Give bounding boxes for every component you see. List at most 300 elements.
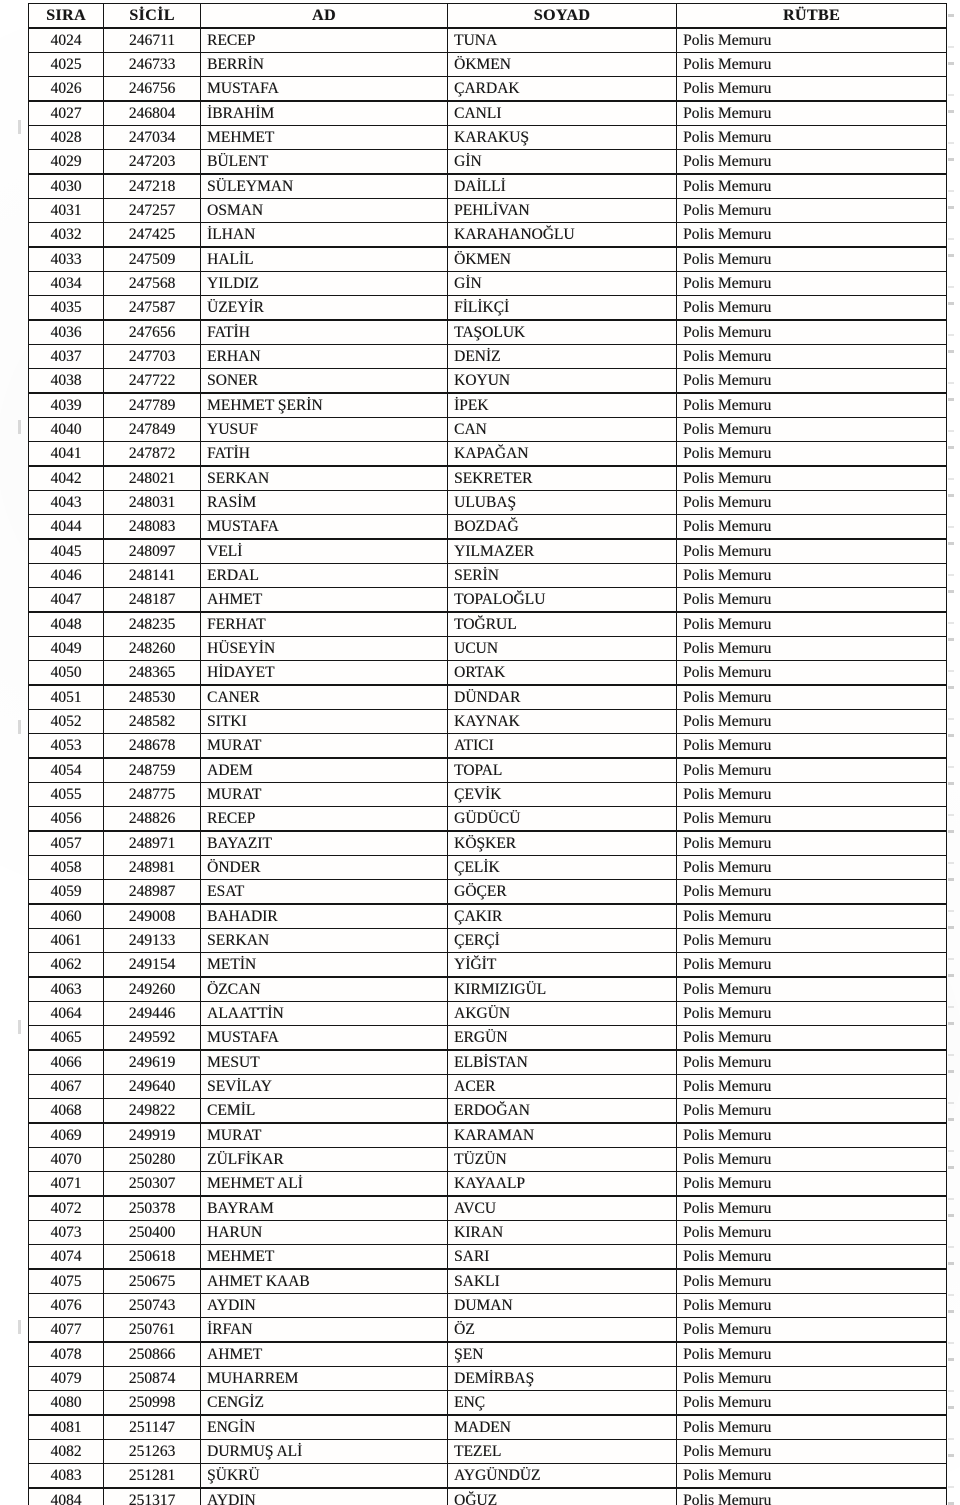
cell-rutbe: Polis Memuru: [677, 1075, 947, 1099]
cell-sicil: 249822: [104, 1099, 201, 1124]
table-row: [29, 1367, 947, 1391]
cell-sira: 4077: [29, 1318, 104, 1343]
cell-sicil: 248141: [104, 564, 201, 588]
table-row: [29, 515, 947, 540]
cell-ad: HALİL: [201, 247, 448, 272]
cell-sicil: 250378: [104, 1196, 201, 1221]
cell-ad: MUSTAFA: [201, 1026, 448, 1051]
cell-sicil: 247789: [104, 393, 201, 418]
cell-ad: SEVİLAY: [201, 1075, 448, 1099]
cell-rutbe: Polis Memuru: [677, 393, 947, 418]
cell-sicil: 247425: [104, 223, 201, 248]
table-row: [29, 1148, 947, 1172]
column-header-soyad: SOYAD: [448, 4, 677, 29]
table-row: [29, 77, 947, 102]
table-row: [29, 831, 947, 856]
cell-ad: İLHAN: [201, 223, 448, 248]
cell-ad: FATİH: [201, 442, 448, 467]
cell-sicil: 248235: [104, 612, 201, 637]
cell-sira: 4040: [29, 418, 104, 442]
table-row: [29, 1196, 947, 1221]
cell-ad: SONER: [201, 369, 448, 394]
cell-ad: HİDAYET: [201, 661, 448, 686]
cell-sira: 4048: [29, 612, 104, 637]
cell-rutbe: Polis Memuru: [677, 1318, 947, 1343]
table-row: [29, 564, 947, 588]
cell-soyad: ULUBAŞ: [448, 491, 677, 515]
cell-sicil: 249133: [104, 929, 201, 953]
cell-sicil: 246711: [104, 28, 201, 53]
cell-ad: İBRAHİM: [201, 101, 448, 126]
cell-sicil: 250743: [104, 1294, 201, 1318]
cell-ad: HÜSEYİN: [201, 637, 448, 661]
cell-rutbe: Polis Memuru: [677, 53, 947, 77]
table-row: [29, 1026, 947, 1051]
cell-ad: MURAT: [201, 1123, 448, 1148]
cell-sicil: 246733: [104, 53, 201, 77]
cell-ad: ENGİN: [201, 1415, 448, 1440]
cell-sicil: 248775: [104, 783, 201, 807]
cell-sira: 4065: [29, 1026, 104, 1051]
cell-sira: 4084: [29, 1488, 104, 1505]
cell-soyad: KAYNAK: [448, 710, 677, 734]
table-row: [29, 223, 947, 248]
cell-rutbe: Polis Memuru: [677, 174, 947, 199]
cell-rutbe: Polis Memuru: [677, 1002, 947, 1026]
cell-rutbe: Polis Memuru: [677, 1488, 947, 1505]
table-row: [29, 28, 947, 53]
cell-soyad: TOĞRUL: [448, 612, 677, 637]
cell-rutbe: Polis Memuru: [677, 101, 947, 126]
column-header-sicil: SİCİL: [104, 4, 201, 29]
cell-soyad: GİN: [448, 272, 677, 296]
cell-soyad: KARAHANOĞLU: [448, 223, 677, 248]
cell-sicil: 247218: [104, 174, 201, 199]
cell-ad: AYDIN: [201, 1294, 448, 1318]
cell-ad: MEHMET: [201, 126, 448, 150]
cell-sira: 4035: [29, 296, 104, 321]
cell-sira: 4034: [29, 272, 104, 296]
cell-soyad: KIRMIZIGÜL: [448, 977, 677, 1002]
cell-ad: BAYRAM: [201, 1196, 448, 1221]
cell-rutbe: Polis Memuru: [677, 1148, 947, 1172]
cell-soyad: ERGÜN: [448, 1026, 677, 1051]
cell-sicil: 250874: [104, 1367, 201, 1391]
cell-rutbe: Polis Memuru: [677, 1342, 947, 1367]
cell-sira: 4032: [29, 223, 104, 248]
cell-soyad: ÇELİK: [448, 856, 677, 880]
cell-rutbe: Polis Memuru: [677, 710, 947, 734]
cell-sira: 4057: [29, 831, 104, 856]
cell-sira: 4037: [29, 345, 104, 369]
cell-ad: VELİ: [201, 539, 448, 564]
cell-sira: 4043: [29, 491, 104, 515]
cell-soyad: ELBİSTAN: [448, 1050, 677, 1075]
cell-sicil: 249446: [104, 1002, 201, 1026]
cell-soyad: ACER: [448, 1075, 677, 1099]
cell-rutbe: Polis Memuru: [677, 1245, 947, 1270]
cell-rutbe: Polis Memuru: [677, 296, 947, 321]
cell-rutbe: Polis Memuru: [677, 564, 947, 588]
cell-sira: 4083: [29, 1464, 104, 1489]
cell-sira: 4028: [29, 126, 104, 150]
cell-soyad: DÜNDAR: [448, 685, 677, 710]
table-row: [29, 126, 947, 150]
table-row: [29, 1245, 947, 1270]
cell-sira: 4026: [29, 77, 104, 102]
cell-sicil: 248971: [104, 831, 201, 856]
cell-sicil: 248031: [104, 491, 201, 515]
cell-sira: 4038: [29, 369, 104, 394]
column-header-sira: SIRA: [29, 4, 104, 29]
cell-ad: AYDIN: [201, 1488, 448, 1505]
cell-ad: MUSTAFA: [201, 515, 448, 540]
cell-rutbe: Polis Memuru: [677, 831, 947, 856]
cell-sira: 4069: [29, 1123, 104, 1148]
table-row: [29, 466, 947, 491]
cell-soyad: FİLİKÇİ: [448, 296, 677, 321]
cell-sicil: 248021: [104, 466, 201, 491]
cell-rutbe: Polis Memuru: [677, 1050, 947, 1075]
cell-sira: 4067: [29, 1075, 104, 1099]
cell-soyad: TÜZÜN: [448, 1148, 677, 1172]
column-header-ad: AD: [201, 4, 448, 29]
cell-sira: 4025: [29, 53, 104, 77]
scan-artifact-left-edge: [18, 0, 21, 1505]
cell-ad: METİN: [201, 953, 448, 978]
cell-rutbe: Polis Memuru: [677, 734, 947, 759]
cell-ad: MURAT: [201, 783, 448, 807]
cell-sicil: 247872: [104, 442, 201, 467]
scan-artifact-right-edge: [948, 0, 954, 1505]
cell-rutbe: Polis Memuru: [677, 1269, 947, 1294]
cell-sira: 4027: [29, 101, 104, 126]
cell-ad: ERHAN: [201, 345, 448, 369]
cell-sira: 4051: [29, 685, 104, 710]
cell-rutbe: Polis Memuru: [677, 1123, 947, 1148]
cell-sicil: 248365: [104, 661, 201, 686]
cell-sira: 4042: [29, 466, 104, 491]
table-row: [29, 101, 947, 126]
cell-rutbe: Polis Memuru: [677, 515, 947, 540]
table-row: [29, 247, 947, 272]
table-row: [29, 1440, 947, 1464]
cell-ad: OSMAN: [201, 199, 448, 223]
table-row: [29, 345, 947, 369]
cell-sicil: 247587: [104, 296, 201, 321]
cell-ad: DURMUŞ ALİ: [201, 1440, 448, 1464]
cell-sira: 4036: [29, 320, 104, 345]
cell-sicil: 248826: [104, 807, 201, 832]
cell-ad: ADEM: [201, 758, 448, 783]
cell-sira: 4068: [29, 1099, 104, 1124]
table-row: [29, 904, 947, 929]
table-row: [29, 710, 947, 734]
cell-sira: 4030: [29, 174, 104, 199]
cell-soyad: SEKRETER: [448, 466, 677, 491]
table-row: [29, 1464, 947, 1489]
cell-sicil: 248083: [104, 515, 201, 540]
cell-rutbe: Polis Memuru: [677, 1294, 947, 1318]
table-row: [29, 734, 947, 759]
cell-soyad: KAYAALP: [448, 1172, 677, 1197]
table-row: [29, 418, 947, 442]
cell-sicil: 247257: [104, 199, 201, 223]
cell-sicil: 249154: [104, 953, 201, 978]
cell-rutbe: Polis Memuru: [677, 272, 947, 296]
cell-soyad: GÖÇER: [448, 880, 677, 905]
cell-rutbe: Polis Memuru: [677, 856, 947, 880]
cell-rutbe: Polis Memuru: [677, 1440, 947, 1464]
table-row: [29, 1221, 947, 1245]
cell-soyad: YİĞİT: [448, 953, 677, 978]
table-row: [29, 199, 947, 223]
cell-soyad: OĞUZ: [448, 1488, 677, 1505]
table-row: [29, 612, 947, 637]
cell-soyad: ÇERÇİ: [448, 929, 677, 953]
cell-sira: 4062: [29, 953, 104, 978]
cell-sira: 4076: [29, 1294, 104, 1318]
cell-ad: MESUT: [201, 1050, 448, 1075]
table-row: [29, 929, 947, 953]
cell-ad: SERKAN: [201, 466, 448, 491]
cell-soyad: KAPAĞAN: [448, 442, 677, 467]
table-row: [29, 685, 947, 710]
cell-sicil: 248260: [104, 637, 201, 661]
cell-rutbe: Polis Memuru: [677, 1391, 947, 1416]
cell-ad: YILDIZ: [201, 272, 448, 296]
cell-rutbe: Polis Memuru: [677, 929, 947, 953]
table-row: [29, 783, 947, 807]
cell-sicil: 248097: [104, 539, 201, 564]
cell-soyad: TUNA: [448, 28, 677, 53]
cell-soyad: KARAKUŞ: [448, 126, 677, 150]
cell-soyad: ÖKMEN: [448, 53, 677, 77]
cell-sicil: 251317: [104, 1488, 201, 1505]
cell-ad: CEMİL: [201, 1099, 448, 1124]
cell-sira: 4024: [29, 28, 104, 53]
cell-sira: 4075: [29, 1269, 104, 1294]
cell-rutbe: Polis Memuru: [677, 807, 947, 832]
table-row: [29, 491, 947, 515]
cell-sira: 4053: [29, 734, 104, 759]
cell-sicil: 247722: [104, 369, 201, 394]
table-row: [29, 393, 947, 418]
table-body: [29, 28, 947, 1505]
table-row: [29, 977, 947, 1002]
cell-ad: YUSUF: [201, 418, 448, 442]
cell-rutbe: Polis Memuru: [677, 369, 947, 394]
cell-sira: 4060: [29, 904, 104, 929]
table-row: [29, 807, 947, 832]
cell-sira: 4045: [29, 539, 104, 564]
cell-rutbe: Polis Memuru: [677, 1221, 947, 1245]
table-row: [29, 856, 947, 880]
cell-sicil: 248530: [104, 685, 201, 710]
table-row: [29, 1269, 947, 1294]
cell-soyad: ÇEVİK: [448, 783, 677, 807]
table-row: [29, 1294, 947, 1318]
cell-ad: SERKAN: [201, 929, 448, 953]
cell-ad: BERRİN: [201, 53, 448, 77]
cell-rutbe: Polis Memuru: [677, 418, 947, 442]
cell-sicil: 247034: [104, 126, 201, 150]
cell-ad: MURAT: [201, 734, 448, 759]
cell-sira: 4033: [29, 247, 104, 272]
cell-soyad: YILMAZER: [448, 539, 677, 564]
cell-rutbe: Polis Memuru: [677, 637, 947, 661]
table-row: [29, 320, 947, 345]
cell-soyad: AVCU: [448, 1196, 677, 1221]
cell-soyad: TOPAL: [448, 758, 677, 783]
cell-soyad: ÇAKIR: [448, 904, 677, 929]
table-row: [29, 1488, 947, 1505]
cell-soyad: TEZEL: [448, 1440, 677, 1464]
cell-rutbe: Polis Memuru: [677, 28, 947, 53]
cell-sicil: 249592: [104, 1026, 201, 1051]
cell-ad: BAYAZIT: [201, 831, 448, 856]
cell-sicil: 247203: [104, 150, 201, 175]
cell-soyad: ÖKMEN: [448, 247, 677, 272]
cell-rutbe: Polis Memuru: [677, 1464, 947, 1489]
table-row: [29, 1342, 947, 1367]
cell-rutbe: Polis Memuru: [677, 1196, 947, 1221]
cell-soyad: SAKLI: [448, 1269, 677, 1294]
table-row: [29, 53, 947, 77]
cell-sicil: 247509: [104, 247, 201, 272]
cell-sicil: 249919: [104, 1123, 201, 1148]
cell-sicil: 250761: [104, 1318, 201, 1343]
cell-rutbe: Polis Memuru: [677, 1099, 947, 1124]
cell-ad: ÖZCAN: [201, 977, 448, 1002]
cell-ad: FATİH: [201, 320, 448, 345]
table-row: [29, 880, 947, 905]
cell-soyad: MADEN: [448, 1415, 677, 1440]
cell-sira: 4071: [29, 1172, 104, 1197]
table-row: [29, 1391, 947, 1416]
cell-ad: SITKI: [201, 710, 448, 734]
cell-rutbe: Polis Memuru: [677, 880, 947, 905]
cell-soyad: TOPALOĞLU: [448, 588, 677, 613]
personnel-table: [28, 3, 947, 1505]
cell-soyad: KIRAN: [448, 1221, 677, 1245]
cell-rutbe: Polis Memuru: [677, 539, 947, 564]
cell-ad: HARUN: [201, 1221, 448, 1245]
cell-sicil: 250675: [104, 1269, 201, 1294]
cell-soyad: DAİLLİ: [448, 174, 677, 199]
column-header-rutbe: RÜTBE: [677, 4, 947, 29]
cell-sira: 4061: [29, 929, 104, 953]
cell-ad: ZÜLFİKAR: [201, 1148, 448, 1172]
cell-rutbe: Polis Memuru: [677, 320, 947, 345]
table-row: [29, 758, 947, 783]
table-row: [29, 637, 947, 661]
cell-ad: ALAATTİN: [201, 1002, 448, 1026]
cell-sira: 4078: [29, 1342, 104, 1367]
cell-sira: 4047: [29, 588, 104, 613]
cell-rutbe: Polis Memuru: [677, 150, 947, 175]
cell-soyad: İPEK: [448, 393, 677, 418]
cell-rutbe: Polis Memuru: [677, 1415, 947, 1440]
cell-ad: BÜLENT: [201, 150, 448, 175]
cell-rutbe: Polis Memuru: [677, 77, 947, 102]
cell-rutbe: Polis Memuru: [677, 442, 947, 467]
cell-sira: 4079: [29, 1367, 104, 1391]
cell-sicil: 250400: [104, 1221, 201, 1245]
cell-sicil: 248759: [104, 758, 201, 783]
cell-ad: CENGİZ: [201, 1391, 448, 1416]
cell-sira: 4054: [29, 758, 104, 783]
cell-sira: 4029: [29, 150, 104, 175]
cell-ad: RECEP: [201, 28, 448, 53]
cell-sira: 4044: [29, 515, 104, 540]
table-row: [29, 150, 947, 175]
cell-rutbe: Polis Memuru: [677, 661, 947, 686]
cell-rutbe: Polis Memuru: [677, 345, 947, 369]
cell-sicil: 247703: [104, 345, 201, 369]
cell-soyad: DENİZ: [448, 345, 677, 369]
cell-ad: CANER: [201, 685, 448, 710]
cell-sicil: 251281: [104, 1464, 201, 1489]
cell-ad: BAHADIR: [201, 904, 448, 929]
table-row: [29, 272, 947, 296]
cell-ad: ŞÜKRÜ: [201, 1464, 448, 1489]
cell-soyad: ENÇ: [448, 1391, 677, 1416]
cell-soyad: PEHLİVAN: [448, 199, 677, 223]
cell-ad: RECEP: [201, 807, 448, 832]
cell-ad: RASİM: [201, 491, 448, 515]
cell-rutbe: Polis Memuru: [677, 783, 947, 807]
cell-ad: MEHMET ALİ: [201, 1172, 448, 1197]
cell-sira: 4080: [29, 1391, 104, 1416]
cell-ad: AHMET KAAB: [201, 1269, 448, 1294]
cell-sira: 4056: [29, 807, 104, 832]
cell-ad: AHMET: [201, 588, 448, 613]
cell-soyad: ŞEN: [448, 1342, 677, 1367]
cell-rutbe: Polis Memuru: [677, 1026, 947, 1051]
cell-soyad: ORTAK: [448, 661, 677, 686]
table-row: [29, 1172, 947, 1197]
cell-ad: ERDAL: [201, 564, 448, 588]
cell-rutbe: Polis Memuru: [677, 904, 947, 929]
cell-sicil: 246804: [104, 101, 201, 126]
cell-sicil: 250866: [104, 1342, 201, 1367]
cell-sira: 4041: [29, 442, 104, 467]
cell-sicil: 247849: [104, 418, 201, 442]
cell-ad: İRFAN: [201, 1318, 448, 1343]
cell-rutbe: Polis Memuru: [677, 126, 947, 150]
cell-sira: 4046: [29, 564, 104, 588]
cell-rutbe: Polis Memuru: [677, 247, 947, 272]
table-row: [29, 588, 947, 613]
cell-sira: 4066: [29, 1050, 104, 1075]
cell-sira: 4055: [29, 783, 104, 807]
table-row: [29, 1075, 947, 1099]
cell-soyad: SARI: [448, 1245, 677, 1270]
table-row: [29, 1415, 947, 1440]
table-row: [29, 539, 947, 564]
cell-sicil: 249008: [104, 904, 201, 929]
cell-sira: 4050: [29, 661, 104, 686]
cell-sira: 4031: [29, 199, 104, 223]
cell-sicil: 248678: [104, 734, 201, 759]
cell-rutbe: Polis Memuru: [677, 199, 947, 223]
table-header: [29, 4, 947, 29]
table-row: [29, 953, 947, 978]
cell-ad: MUSTAFA: [201, 77, 448, 102]
cell-soyad: AKGÜN: [448, 1002, 677, 1026]
cell-sicil: 248981: [104, 856, 201, 880]
